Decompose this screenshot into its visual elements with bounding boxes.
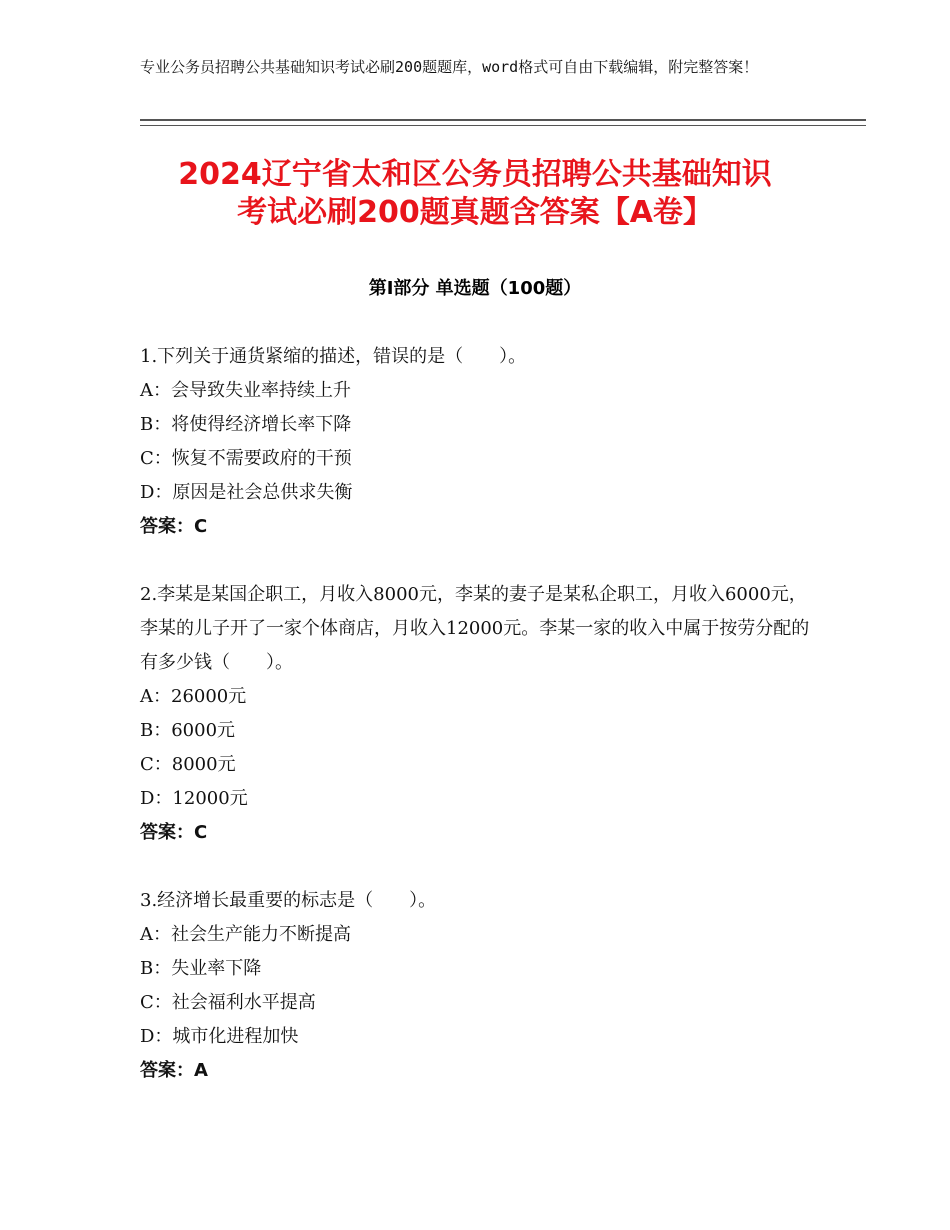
answer-line: 答案：C [140,822,208,843]
question-1 [140,340,820,544]
question-3 [140,884,820,1088]
option-c: C：恢复不需要政府的干预 [140,448,352,469]
title-line-1: 2024辽宁省太和区公务员招聘公共基础知识 [178,157,772,192]
document-title [110,156,840,232]
option-c: C：社会福利水平提高 [140,992,316,1013]
option-d: D：12000元 [140,788,248,809]
option-c: C：8000元 [140,754,236,775]
question-stem: 1.下列关于通货紧缩的描述，错误的是（ ）。 [140,346,527,367]
header-note: 专业公务员招聘公共基础知识考试必刷200题题库，word格式可自由下载编辑，附完整答案！ [140,58,759,76]
question-stem: 3.经济增长最重要的标志是（ ）。 [140,890,437,911]
option-d: D：城市化进程加快 [140,1026,299,1047]
option-a: A：社会生产能力不断提高 [140,924,351,945]
option-d: D：原因是社会总供求失衡 [140,482,353,503]
title-line-2: 考试必刷200题真题含答案【A卷】 [237,195,713,230]
option-b: B：6000元 [140,720,236,741]
header-divider [140,119,866,126]
answer-line: 答案：C [140,516,208,537]
option-a: A：会导致失业率持续上升 [140,380,351,401]
option-b: B：将使得经济增长率下降 [140,414,352,435]
question-list [140,340,820,1122]
option-b: B：失业率下降 [140,958,262,979]
question-2 [140,578,820,850]
section-heading: 第Ⅰ部分 单选题（100题） [368,278,582,299]
question-stem: 2.李某是某国企职工，月收入8000元，李某的妻子是某私企职工，月收入6000元，李某的儿子开了一家个体商店，月收入12000元。李某一家的收入中属于按劳分配的有多少钱（ ）。 [140,584,810,673]
option-a: A：26000元 [140,686,247,707]
answer-line: 答案：A [140,1060,208,1081]
